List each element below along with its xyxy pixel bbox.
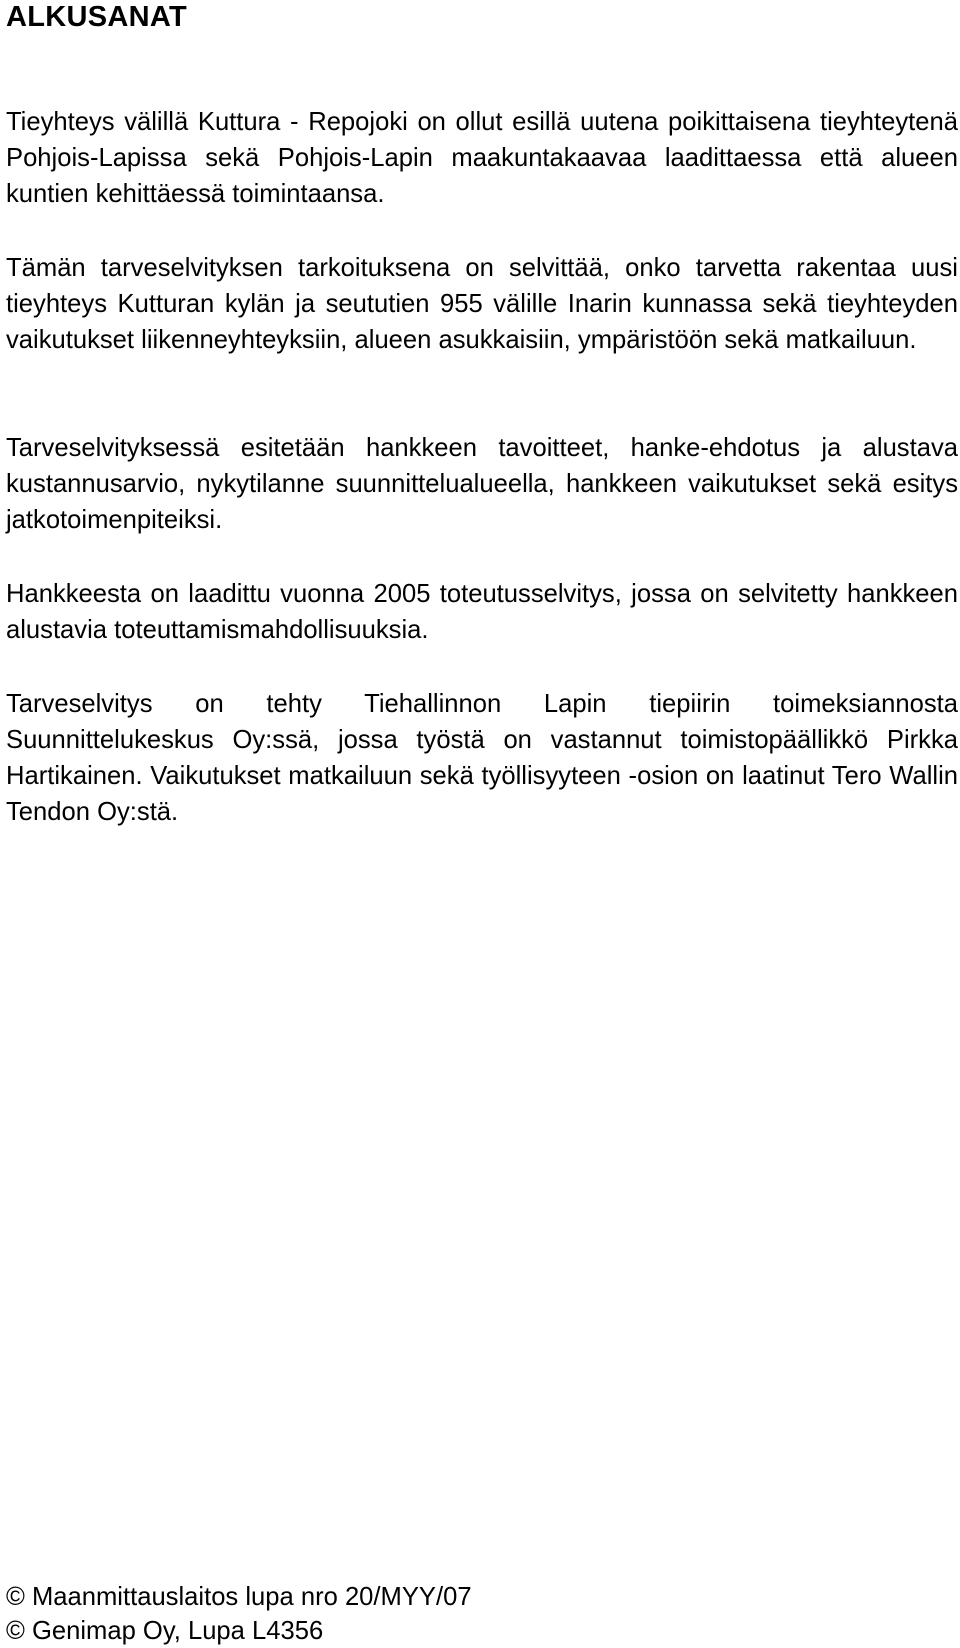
- copyright-footer: [6, 1580, 706, 1648]
- paragraph-feasibility-study: Hankkeesta on laadittu vuonna 2005 toteutusselvitys, jossa on selvitetty hankkeen alustavia toteuttamismahdollisuuksia.: [6, 580, 958, 644]
- paragraph-intro: Tieyhteys välillä Kuttura - Repojoki on ollut esillä uutena poikittaisena tieyhteytenä Pohjois-Lapissa sekä Pohjois-Lapin maakuntakaavaa laadittaessa että alueen kuntien kehittäessä toimintaansa.: [6, 108, 958, 208]
- copyright-maanmittauslaitos: © Maanmittauslaitos lupa nro 20/MYY/07: [6, 1583, 472, 1611]
- copyright-genimap: © Genimap Oy, Lupa L4356: [6, 1617, 324, 1645]
- page-heading: ALKUSANAT: [6, 1, 187, 33]
- paragraph-authors: Tarveselvitys on tehty Tiehallinnon Lapin tiepiirin toimeksiannosta Suunnittelukeskus Oy:ssä, jossa työstä on vastannut toimistopäällikkö Pirkka Hartikainen. Vaikutukset matkailuun sekä työllisyyteen -osion on laatinut Tero Wallin Tendon Oy:stä.: [6, 690, 958, 826]
- paragraph-contents: Tarveselvityksessä esitetään hankkeen tavoitteet, hanke-ehdotus ja alustava kustannusarvio, nykytilanne suunnittelualueella, hankkeen vaikutukset sekä esitys jatkotoimenpiteiksi.: [6, 434, 958, 534]
- paragraph-purpose: Tämän tarveselvityksen tarkoituksena on selvittää, onko tarvetta rakentaa uusi tieyhteys Kutturan kylän ja seututien 955 välille Inarin kunnassa sekä tieyhteyden vaikutukset liikenneyhteyksiin, alueen asukkaisiin, ympäristöön sekä matkailuun.: [6, 254, 958, 354]
